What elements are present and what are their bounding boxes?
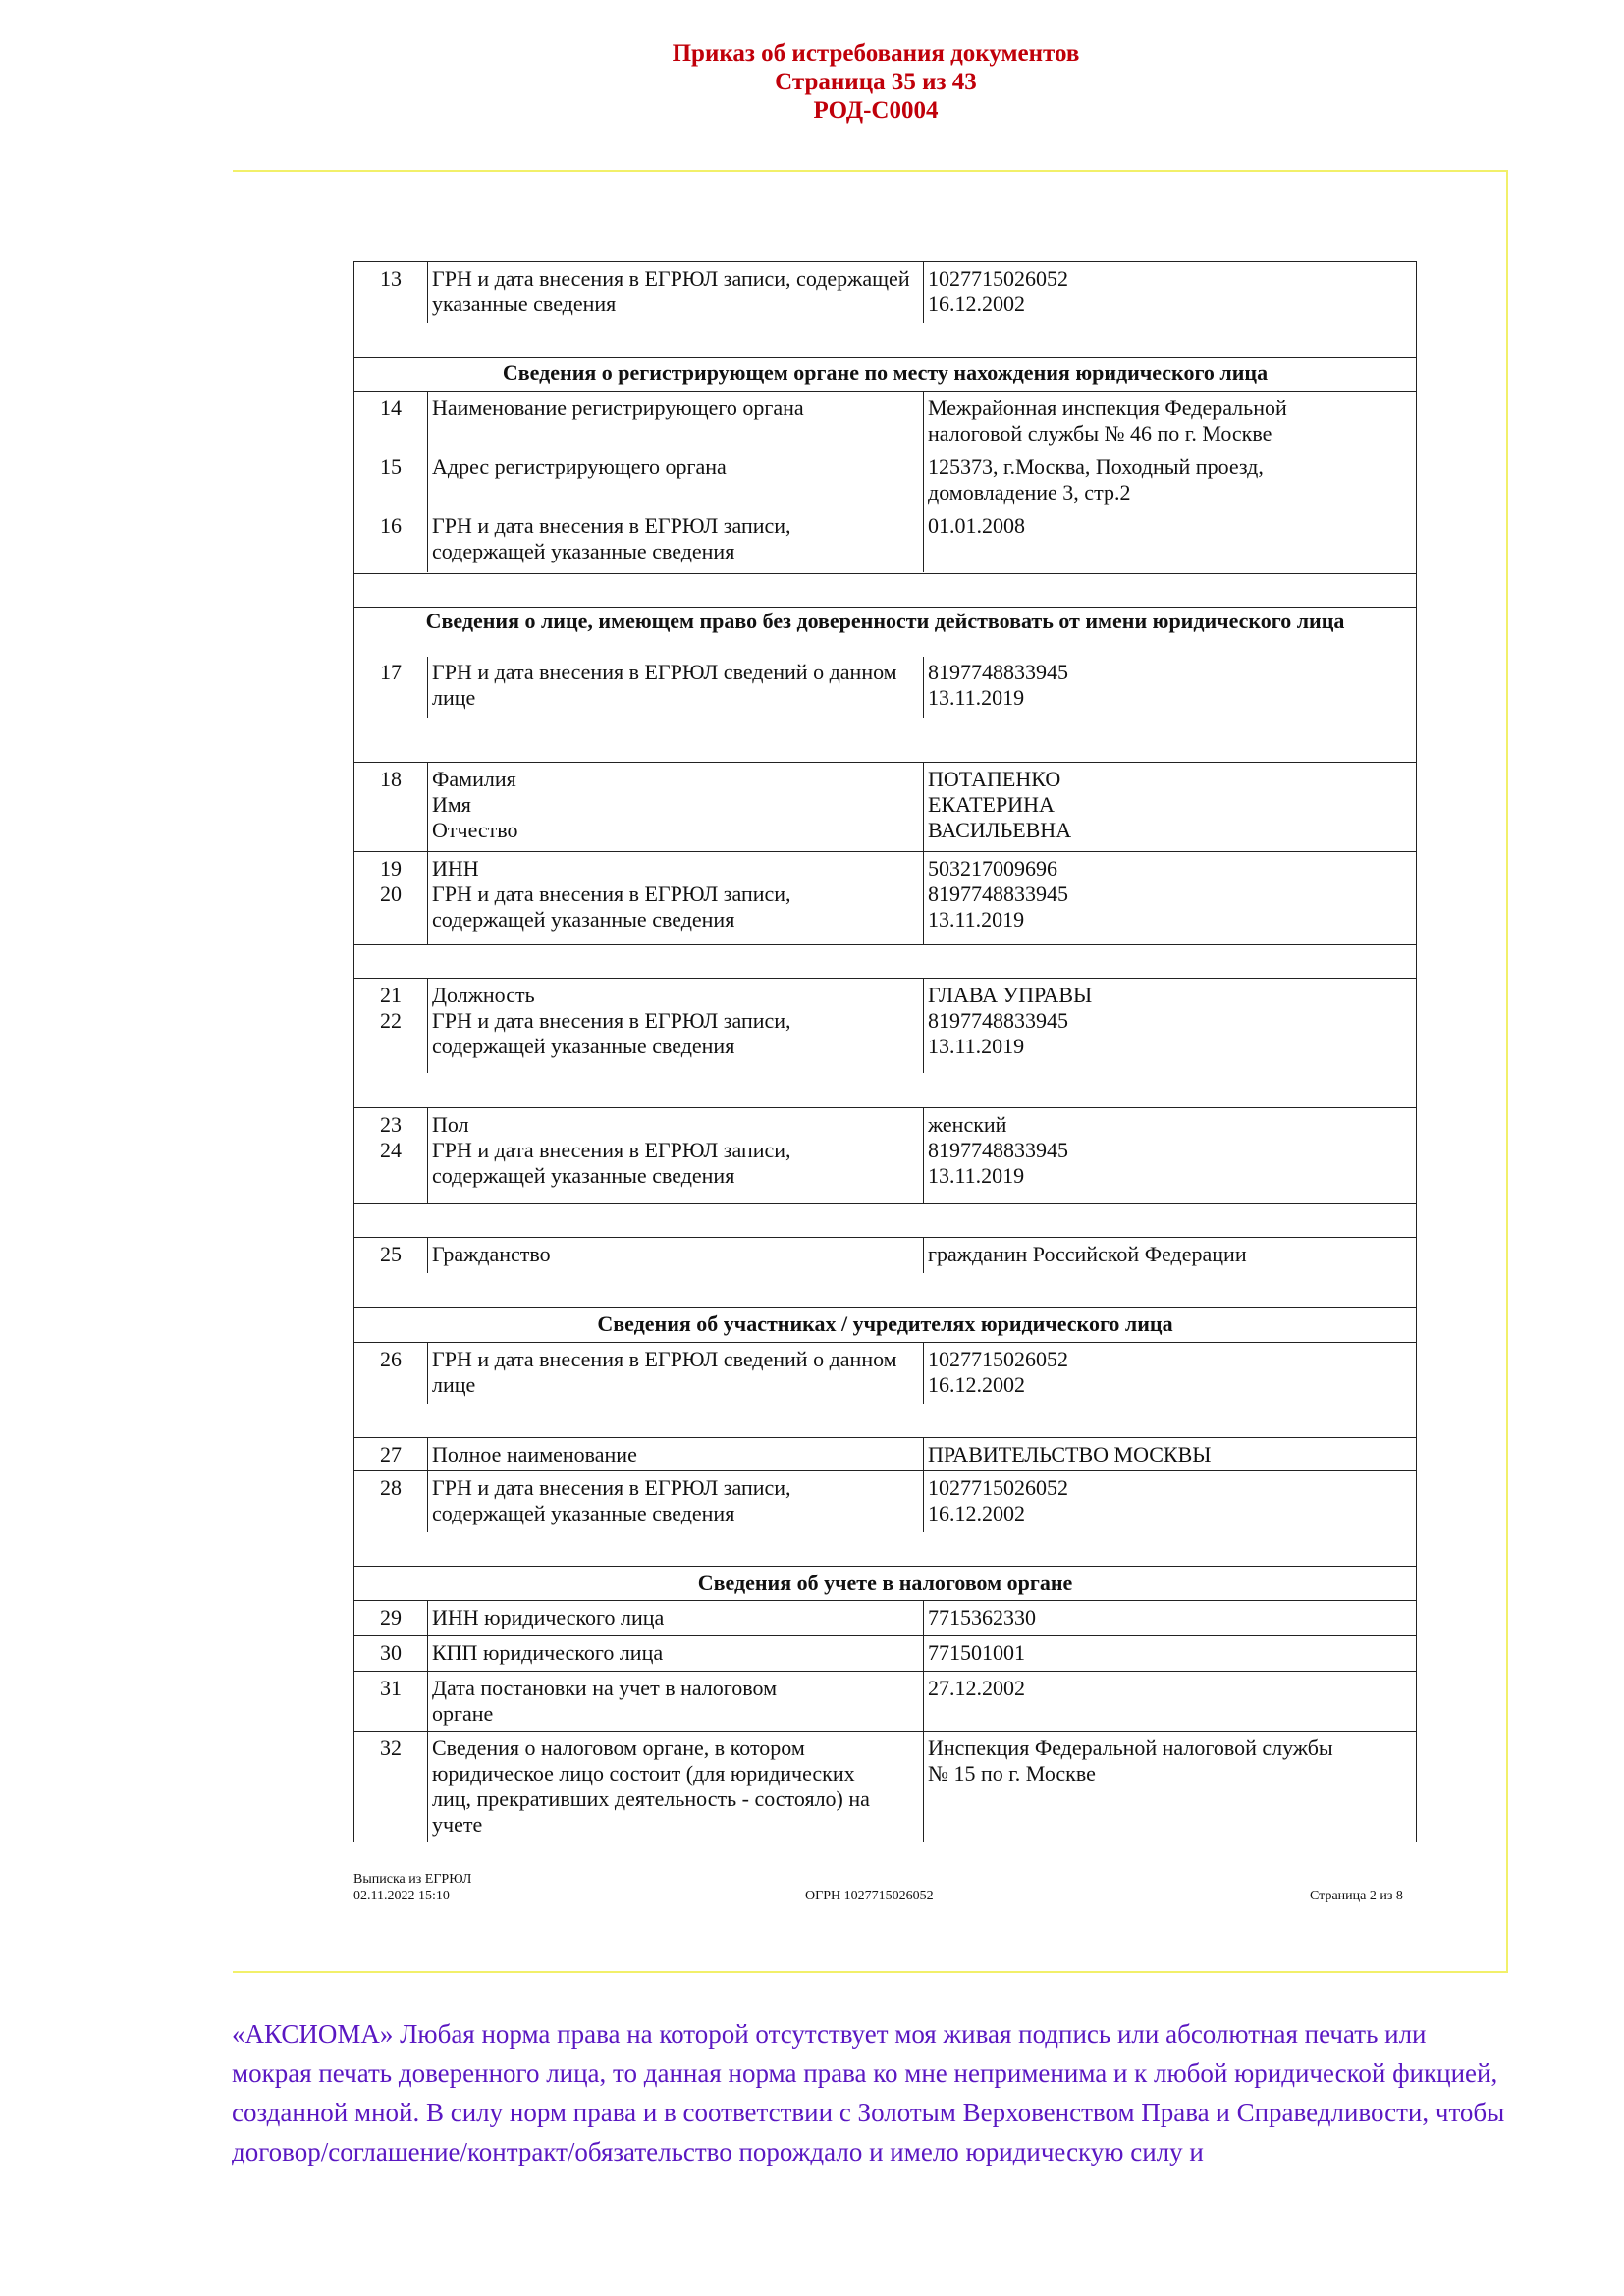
section-header (354, 1307, 1416, 1342)
row-label (427, 763, 923, 851)
row-number: 28 (380, 1475, 402, 1500)
row-value (923, 1343, 1414, 1404)
egrul-table (353, 261, 1417, 1842)
row-label: ГРН и дата внесения в ЕГРЮЛ записи, содержащей указанные сведения (427, 262, 923, 323)
value-line: ПОТАПЕНКО (928, 767, 1061, 791)
row-label: Адрес регистрирующего органа (432, 454, 727, 479)
value-line: Межрайонная инспекция Федеральной (928, 396, 1287, 420)
row-number: 27 (380, 1442, 402, 1467)
row-number: 30 (380, 1640, 402, 1665)
table-row (354, 262, 1416, 357)
row-value: 01.01.2008 (928, 513, 1025, 538)
row-value-column (923, 392, 1414, 572)
section-header (354, 607, 1416, 658)
row-number: 15 (380, 454, 402, 479)
section-title: Сведения об учете в налоговом органе (697, 1571, 1073, 1595)
row-label-column (427, 852, 923, 944)
row-value: женский (928, 1112, 1007, 1137)
row-label: ГРН и дата внесения в ЕГРЮЛ сведений о данном лице (427, 657, 923, 718)
row-number: 32 (380, 1735, 402, 1760)
row-label: ИНН юридического лица (427, 1601, 923, 1635)
row-number: 14 (380, 396, 402, 420)
table-row-group (354, 1107, 1416, 1203)
row-label: ГРН и дата внесения в ЕГРЮЛ записи, содержащей указанные сведения (432, 1008, 791, 1058)
footer-extract-label: Выписка из ЕГРЮЛ (353, 1872, 472, 1887)
row-value: 7715362330 (923, 1601, 1414, 1635)
value-line: 13.11.2019 (928, 1034, 1025, 1058)
row-label-column (427, 392, 923, 572)
value-line: домовладение 3, стр.2 (928, 480, 1131, 505)
row-number: 23 (380, 1112, 402, 1137)
row-value: гражданин Российской Федерации (923, 1238, 1414, 1273)
table-row (354, 1671, 1416, 1731)
row-value (923, 763, 1414, 851)
row-label: Дата постановки на учет в налоговом органе (427, 1672, 923, 1731)
row-value (923, 1471, 1414, 1532)
table-row (354, 1731, 1416, 1842)
row-number: 16 (380, 513, 402, 538)
row-number: 18 (380, 767, 402, 791)
label-line: Фамилия (432, 767, 516, 791)
row-label: ГРН и дата внесения в ЕГРЮЛ сведений о данном лице (427, 1343, 923, 1404)
row-value (928, 396, 1287, 447)
section-title: Сведения о регистрирующем органе по месту нахождения юридического лица (502, 360, 1269, 385)
row-value (923, 657, 1414, 718)
row-number: 22 (380, 1008, 402, 1033)
blank-spacer-row (354, 1203, 1416, 1237)
row-number: 26 (380, 1347, 402, 1371)
value-line: 13.11.2019 (928, 907, 1025, 932)
footer-ogrn: ОГРН 1027715026052 (805, 1889, 934, 1903)
footer-extract-info (353, 1871, 471, 1904)
value-line: 13.11.2019 (928, 685, 1025, 710)
row-label-column (427, 1108, 923, 1203)
table-row (354, 657, 1416, 762)
row-label: Сведения о налоговом органе, в котором юридическое лицо состоит (для юридических лиц, прекративших деятельность - состояло) на учете (427, 1732, 923, 1842)
document-code: РОД-С0004 (813, 97, 939, 124)
value-line: 8197748833945 (928, 1138, 1068, 1162)
value-line: ЕКАТЕРИНА (928, 792, 1055, 817)
value-line: 8197748833945 (928, 660, 1068, 684)
row-number: 20 (380, 881, 402, 906)
document-page-counter: Страница 35 из 43 (775, 69, 977, 95)
label-line: Отчество (432, 818, 518, 842)
row-label: Наименование регистрирующего органа (432, 396, 804, 420)
row-number: 24 (380, 1138, 402, 1162)
row-value-column (923, 1108, 1414, 1203)
row-label: ГРН и дата внесения в ЕГРЮЛ записи, содержащей указанные сведения (432, 881, 791, 932)
row-value-column (923, 852, 1414, 944)
row-value (923, 262, 1414, 323)
value-line: 16.12.2002 (928, 1372, 1025, 1397)
value-line: 16.12.2002 (928, 1501, 1025, 1525)
row-value: ГЛАВА УПРАВЫ (928, 983, 1093, 1007)
row-value: 771501001 (923, 1636, 1414, 1671)
row-value-column (923, 979, 1414, 1073)
value-line: налоговой службы № 46 по г. Москве (928, 421, 1272, 446)
blank-spacer-row (354, 573, 1416, 607)
table-row (354, 1600, 1416, 1635)
row-number: 25 (380, 1242, 402, 1266)
table-row-group (354, 978, 1416, 1107)
section-title: Сведения об участниках / учредителях юридического лица (597, 1311, 1173, 1336)
row-value (928, 1138, 1068, 1189)
row-label: ИНН (432, 856, 479, 881)
row-label: ГРН и дата внесения в ЕГРЮЛ записи, содержащей указанные сведения (427, 1471, 923, 1532)
value-line: ВАСИЛЬЕВНА (928, 818, 1072, 842)
row-number: 19 (380, 856, 402, 881)
row-number: 21 (380, 983, 402, 1007)
row-value (928, 1008, 1068, 1059)
document-header (0, 39, 1624, 125)
table-row (354, 1237, 1416, 1307)
value-line: 8197748833945 (928, 881, 1068, 906)
row-number: 17 (380, 660, 402, 684)
footer-page-number: Страница 2 из 8 (1310, 1889, 1403, 1903)
row-label: КПП юридического лица (427, 1636, 923, 1671)
value-line: Инспекция Федеральной налоговой службы (928, 1735, 1333, 1760)
value-line: 1027715026052 (928, 1347, 1068, 1371)
row-label: Полное наименование (427, 1438, 923, 1470)
footer-extract-timestamp: 02.11.2022 15:10 (353, 1889, 450, 1903)
document-title: Приказ об истребования документов (672, 40, 1080, 67)
row-label-column (427, 979, 923, 1073)
section-title: Сведения о лице, имеющем право без доверенности действовать от имени юридического лица (425, 609, 1345, 633)
value-line: 1027715026052 (928, 266, 1068, 291)
section-header (354, 1566, 1416, 1600)
blank-spacer-row (354, 944, 1416, 978)
value-line: 8197748833945 (928, 1008, 1068, 1033)
row-label: ГРН и дата внесения в ЕГРЮЛ записи, содержащей указанные сведения (432, 513, 791, 563)
row-label: Должность (432, 983, 535, 1007)
row-value (923, 1732, 1414, 1842)
table-row-group (354, 391, 1416, 573)
label-line: Имя (432, 792, 471, 817)
table-row (354, 1635, 1416, 1671)
table-row (354, 762, 1416, 851)
row-number: 31 (380, 1676, 402, 1700)
row-value (928, 881, 1068, 933)
row-label: ГРН и дата внесения в ЕГРЮЛ записи, содержащей указанные сведения (432, 1138, 791, 1188)
value-line: 125373, г.Москва, Походный проезд, (928, 454, 1264, 479)
row-value: 27.12.2002 (923, 1672, 1414, 1731)
value-line: 1027715026052 (928, 1475, 1068, 1500)
section-header (354, 357, 1416, 391)
table-row (354, 1470, 1416, 1566)
row-value: 503217009696 (928, 856, 1057, 881)
row-number: 13 (380, 266, 402, 291)
value-line: 13.11.2019 (928, 1163, 1025, 1188)
table-row-group (354, 851, 1416, 944)
table-row (354, 1437, 1416, 1470)
value-line: 16.12.2002 (928, 292, 1025, 316)
table-row (354, 1342, 1416, 1437)
row-label: Гражданство (427, 1238, 923, 1273)
row-value: ПРАВИТЕЛЬСТВО МОСКВЫ (923, 1438, 1414, 1470)
row-number: 29 (380, 1605, 402, 1629)
row-value (928, 454, 1264, 506)
row-label: Пол (432, 1112, 469, 1137)
axiom-statement: «АКСИОМА» Любая норма права на которой отсутствует моя живая подпись или абсолютная печать или мокрая печать доверенного лица, то данная норма права ко мне неприменима и к любой юридической фикцией, созданной мной. В силу норм права и в соответствии с Золотым Верховенством Права и Справедливости, чтобы договор/соглашение/контракт/обязательство порождало и имело юридическую силу и (232, 2019, 1505, 2166)
value-line: № 15 по г. Москве (928, 1761, 1096, 1786)
